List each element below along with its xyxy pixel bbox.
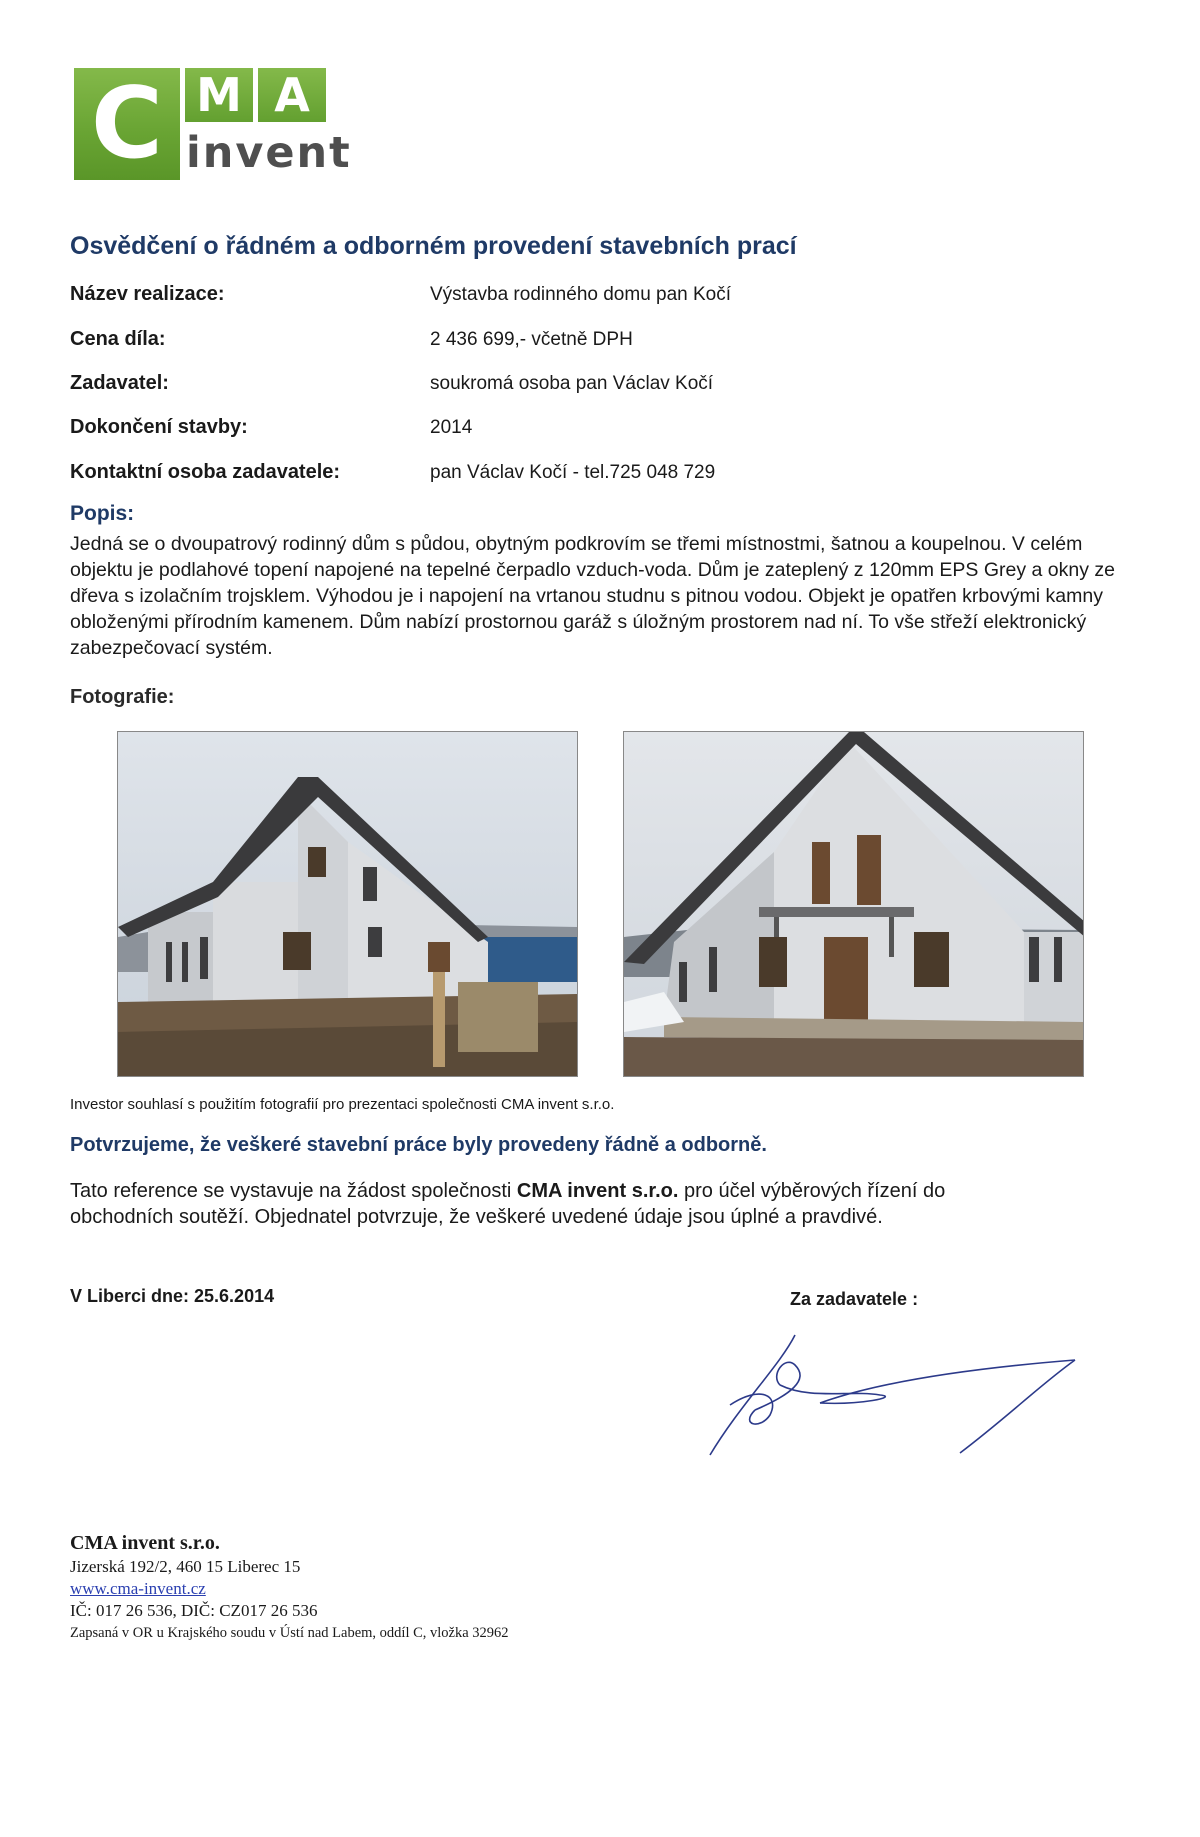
- reference-text-part1: Tato reference se vystavuje na žádost společnosti: [70, 1180, 517, 1202]
- logo-letter-a: A: [258, 68, 326, 122]
- description-text: Jedná se o dvoupatrový rodinný dům s půdou, obytným podkrovím se třemi místnostmi, šatnou a koupelnou. V celém objektu je podlahové topení napojené na tepelné čerpadlo vzduch-voda. Dům je zateplený z 120mm EPS Grey a okny ze dřeva s izolačním trojsklem. Výhodou je i napojení na vrtanou studnu s pitnou vodou. Objekt je opatřen krbovými kamny obloženými přírodním kamenem. Dům nabízí prostornou garáž s úložným prostorem nad ní. To vše střeží elektronický zabezpečovací systém.: [70, 533, 1115, 659]
- value-completion: 2014: [430, 417, 473, 438]
- footer-company-ids: IČ: 017 26 536, DIČ: CZ017 26 536: [70, 1601, 318, 1620]
- place-and-date: V Liberci dne: 25.6.2014: [70, 1286, 275, 1306]
- house-photo-front-view: [623, 731, 1084, 1077]
- description-label: Popis:: [70, 502, 135, 525]
- reference-company: CMA invent s.r.o.: [516, 1180, 679, 1202]
- document-title: Osvědčení o řádném a odborném provedení stavebních prací: [70, 232, 797, 260]
- logo-letter-m: M: [185, 68, 253, 122]
- logo-word: invent: [186, 128, 352, 178]
- value-contact: pan Václav Kočí - tel.725 048 729: [430, 462, 716, 483]
- value-client: soukromá osoba pan Václav Kočí: [430, 373, 714, 394]
- reference-paragraph: [70, 1178, 1030, 1230]
- footer-website-link[interactable]: www.cma-invent.cz: [70, 1579, 206, 1598]
- house-photo-side-view: [117, 731, 578, 1077]
- label-price: Cena díla:: [70, 328, 166, 350]
- confirmation-statement: Potvrzujeme, že veškeré stavební práce byly provedeny řádně a odborně.: [70, 1134, 767, 1156]
- value-price: 2 436 699,- včetně DPH: [430, 329, 633, 350]
- photos-label: Fotografie:: [70, 686, 175, 708]
- company-footer: [70, 1530, 509, 1644]
- cma-invent-logo: [74, 67, 352, 181]
- reference-text-part2: pro účel výběrových řízení do obchodních soutěží. Objednatel potvrzuje, že veškeré uvedené údaje jsou úplné a pravdivé.: [70, 1180, 946, 1228]
- footer-register-note: Zapsaná v OR u Krajského soudu v Ústí nad Labem, oddíl C, vložka 32962: [70, 1625, 509, 1641]
- footer-company-name: CMA invent s.r.o.: [70, 1532, 220, 1554]
- label-client: Zadavatel:: [70, 372, 169, 394]
- label-contact: Kontaktní osoba zadavatele:: [70, 461, 341, 483]
- handwritten-signature: [700, 1325, 1090, 1475]
- client-signature-label: Za zadavatele :: [790, 1289, 919, 1309]
- footer-address: Jizerská 192/2, 460 15 Liberec 15: [70, 1557, 301, 1576]
- photo-consent-note: Investor souhlasí s použitím fotografií pro prezentaci společnosti CMA invent s.r.o.: [70, 1096, 615, 1113]
- logo-letter-c: C: [74, 68, 180, 180]
- value-project-name: Výstavba rodinného domu pan Kočí: [430, 284, 732, 305]
- label-project-name: Název realizace:: [70, 283, 225, 305]
- label-completion: Dokončení stavby:: [70, 416, 248, 438]
